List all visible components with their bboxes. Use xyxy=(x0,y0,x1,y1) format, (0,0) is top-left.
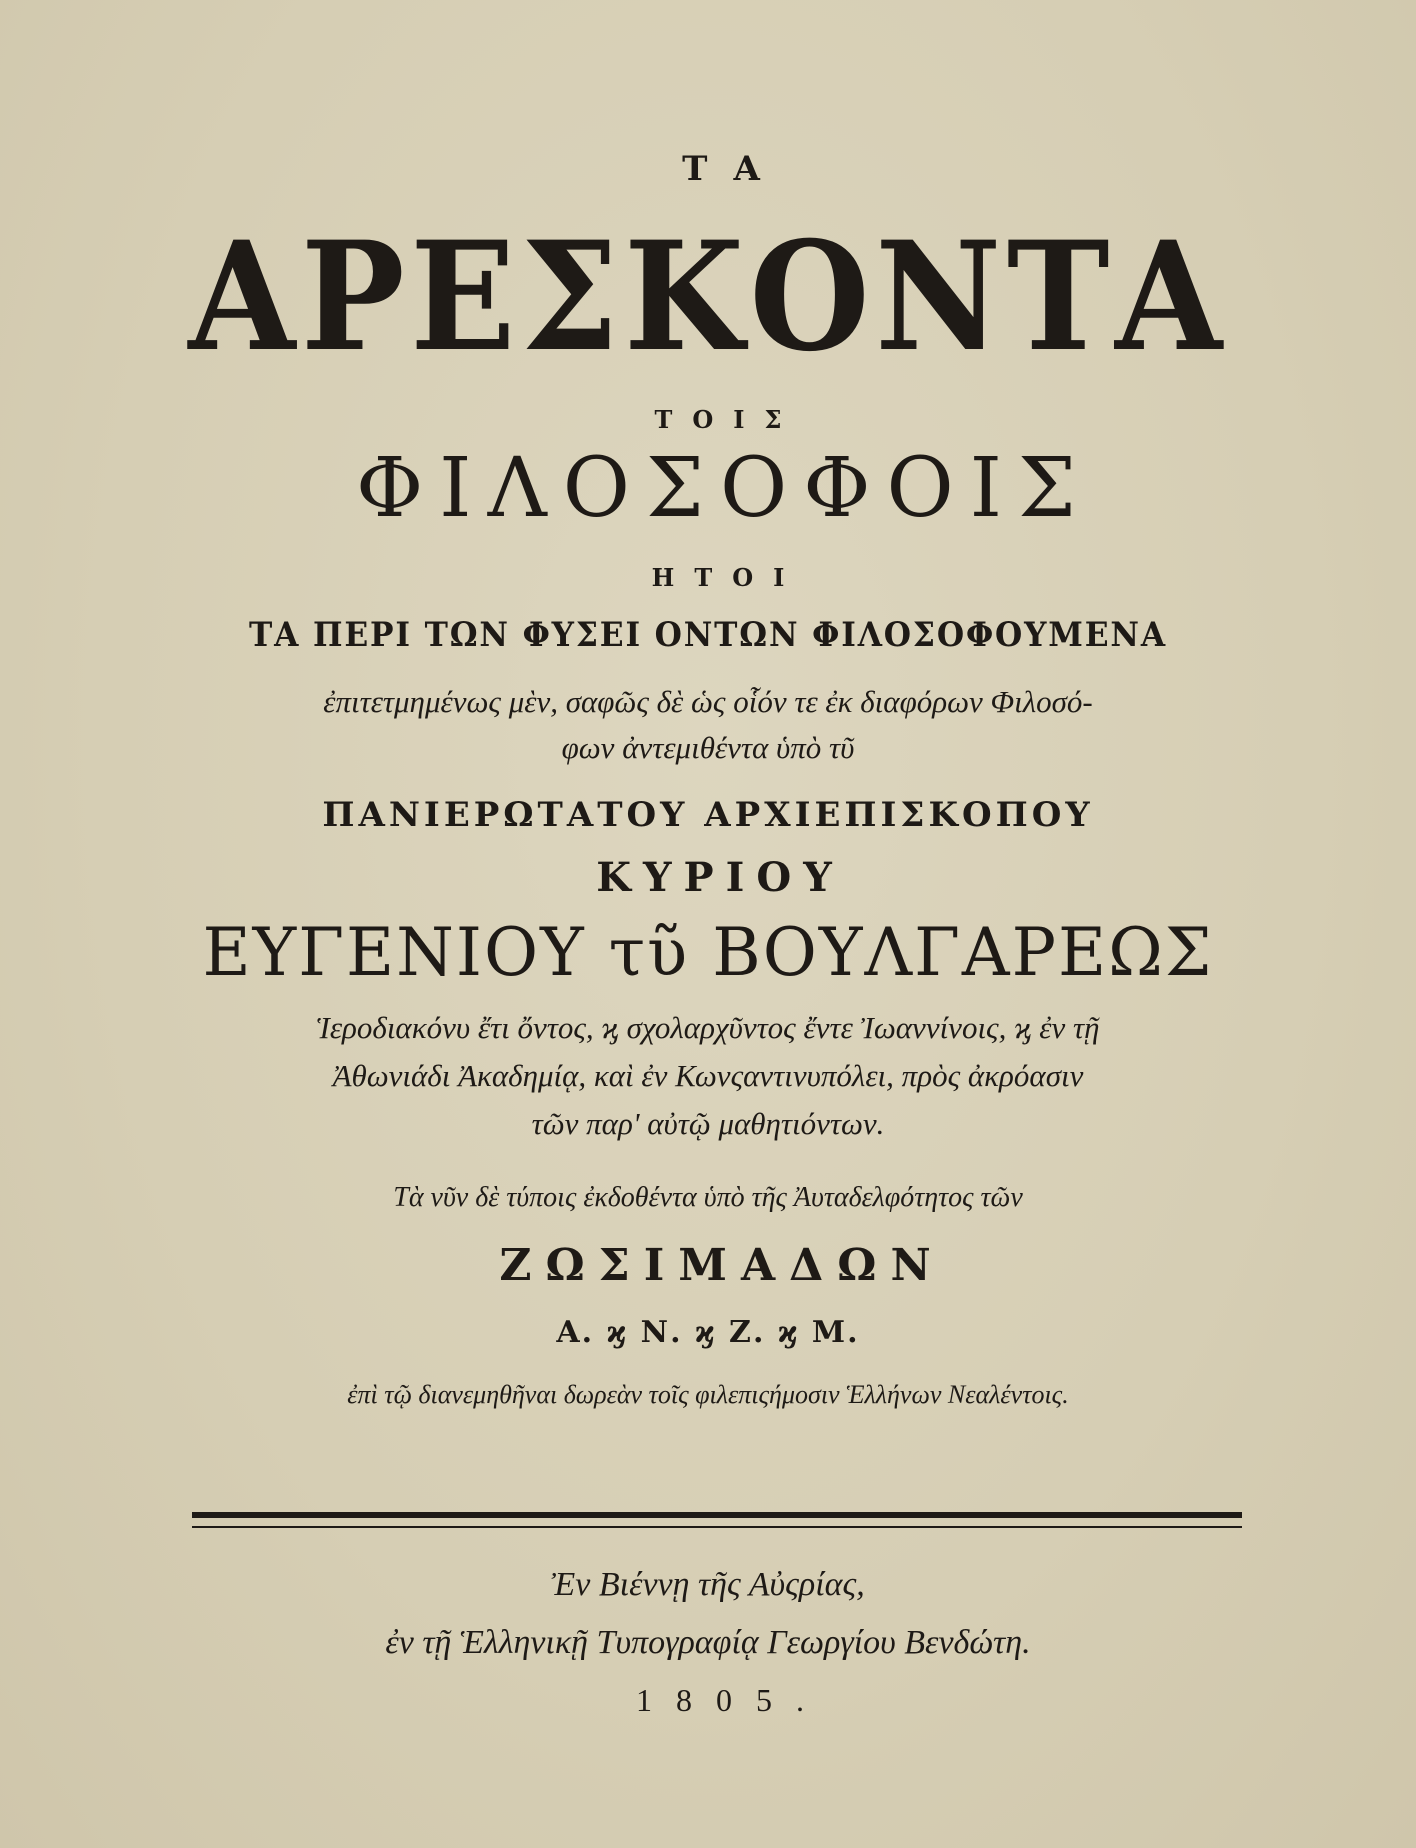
description-line-5: τῶν παρ' αὐτῷ μαθητιόντων. xyxy=(531,1106,885,1141)
kyriou-line: ΚΥΡΙΟΥ xyxy=(596,854,844,901)
philosophers-line: ΦΙΛΟΣΟΦΟΙΣ xyxy=(355,441,1093,536)
description-line-2: φων ἀντεμιθέντα ὑπὸ τῦ xyxy=(561,730,855,765)
description-line-1: ἐπιτετμημένως μὲν, σαφῶς δὲ ὡς οἷόν τε ἐκ διαφόρων Φιλοσό- xyxy=(323,684,1093,719)
pre-title: ΤΑ xyxy=(682,149,786,189)
publishers-name: ΖΩΣΙΜΑΔΩΝ xyxy=(499,1240,945,1291)
description-line-6: Τὰ νῦν δὲ τύποις ἐκδοθέντα ὑπὸ τῆς Ἀυταδελφότητος τῶν xyxy=(393,1182,1023,1213)
description-line-3: Ἱεροδιακόνυ ἔτι ὄντος, ϗ σχολαρχῦντος ἔντε Ἰωαννίνοις, ϗ ἐν τῇ xyxy=(316,1010,1100,1045)
publishers-initials: Α. ϗ Ν. ϗ Ζ. ϗ Μ. xyxy=(556,1315,860,1350)
description-line-4: Ἀθωνιάδι Ἀκαδημίᾳ, καὶ ἐν Κωνςαντινυπόλει, πρὸς ἀκρόασιν xyxy=(332,1058,1084,1093)
description-line-7: ἐπὶ τῷ διανεμηθῆναι δωρεὰν τοῖς φιλεπιςήμοσιν Ἑλλήνων Νεαλέντοις. xyxy=(347,1380,1069,1409)
subtitle: ΤΑ ΠΕΡΙ ΤΩΝ ΦΥΣΕΙ ΟΝΤΩΝ ΦΙΛΟΣΟΦΟΥΜΕΝΑ xyxy=(249,615,1167,655)
divider-rule-thin xyxy=(192,1526,1242,1528)
etoi-line: ΗΤΟΙ xyxy=(651,563,805,592)
author-name: ΕΥΓΕΝΙΟΥ τῦ ΒΟΥΛΓΑΡΕΩΣ xyxy=(202,914,1214,991)
imprint-line-1: Ἐν Βιέννῃ τῆς Αὐςρίας, xyxy=(551,1566,865,1603)
divider-rule-thick xyxy=(192,1512,1242,1518)
tois-line: ΤΟΙΣ xyxy=(654,405,802,434)
imprint-line-2: ἐν τῇ Ἑλληνικῇ Τυπογραφίᾳ Γεωργίου Βενδώτη. xyxy=(385,1624,1031,1661)
archbishop-line: ΠΑΝΙΕΡΩΤΑΤΟΥ ΑΡΧΙΕΠΙΣΚΟΠΟΥ xyxy=(322,795,1094,835)
publication-year: 1805. xyxy=(636,1682,828,1718)
main-title: ΑΡΕΣΚΟΝΤΑ xyxy=(188,209,1228,385)
